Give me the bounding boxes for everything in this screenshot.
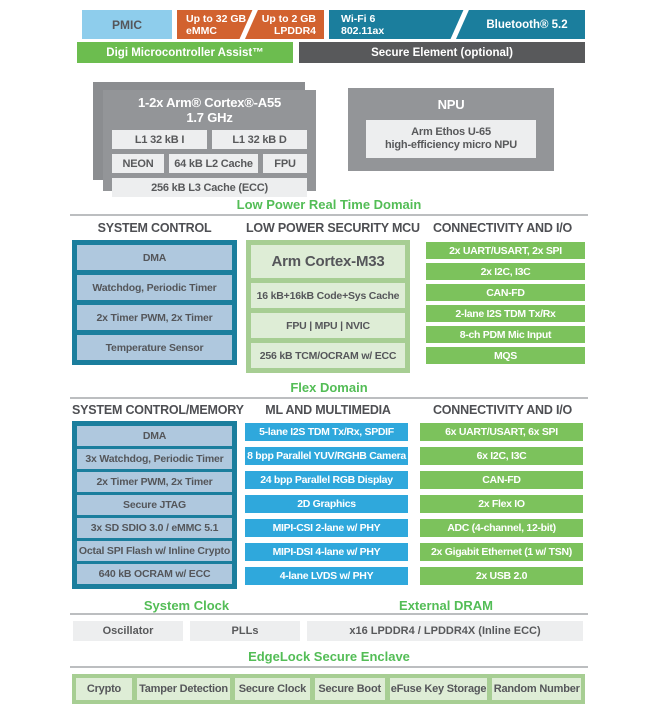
- ml-bar: MIPI-DSI 4-lane w/ PHY: [245, 543, 408, 561]
- cpu-chips: [103, 125, 316, 197]
- ml-bar: 24 bpp Parallel RGB Display: [245, 471, 408, 489]
- digi-assist-block: Digi Microcontroller Assist™: [77, 42, 293, 63]
- bluetooth-label: Bluetooth® 5.2: [486, 18, 568, 31]
- flex-sc-item: DMA: [77, 426, 232, 446]
- l1-icache-chip: L1 32 kB I: [112, 130, 207, 149]
- flex-conn-bar: 2x Flex IO: [420, 495, 583, 513]
- wifi-label: Wi-Fi 6 802.11ax: [341, 13, 385, 37]
- edgelock-item: Tamper Detection: [137, 678, 230, 700]
- wifi-bt-block: [329, 10, 585, 39]
- neon-chip: NEON: [112, 154, 164, 173]
- l2-cache-chip: 64 kB L2 Cache: [169, 154, 258, 173]
- divider-line: [70, 613, 588, 615]
- npu-card: [348, 88, 554, 171]
- lp-mcu-item: 256 kB TCM/OCRAM w/ ECC: [251, 343, 405, 368]
- lp-sc-item: 2x Timer PWM, 2x Timer: [77, 305, 232, 330]
- edgelock-item: eFuse Key Storage: [390, 678, 488, 700]
- flex-sc-item: Secure JTAG: [77, 495, 232, 515]
- flex-sc-item: 640 kB OCRAM w/ ECC: [77, 564, 232, 584]
- lp-sc-item: Watchdog, Periodic Timer: [77, 275, 232, 300]
- ml-bar: 4-lane LVDS w/ PHY: [245, 567, 408, 585]
- flex-system-control-box: [72, 421, 237, 589]
- flex-sc-item: 2x Timer PWM, 2x Timer: [77, 472, 232, 492]
- flex-domain-heading: Flex Domain: [290, 380, 368, 395]
- edgelock-item: Random Number: [492, 678, 581, 700]
- lp-conn-bar: 2-lane I2S TDM Tx/Rx: [426, 305, 585, 322]
- cpu-title: 1-2x Arm® Cortex®-A55 1.7 GHz: [137, 95, 282, 125]
- l1-dcache-chip: L1 32 kB D: [212, 130, 307, 149]
- lp-col1-header: SYSTEM CONTROL: [97, 221, 212, 235]
- flex-conn-bar: 6x UART/USART, 6x SPI: [420, 423, 583, 441]
- lp-conn-bar: 8-ch PDM Mic Input: [426, 326, 585, 343]
- ml-bar: MIPI-CSI 2-lane w/ PHY: [245, 519, 408, 537]
- secure-element-block: Secure Element (optional): [299, 42, 585, 63]
- lp-conn-bar: 2x UART/USART, 2x SPI: [426, 242, 585, 259]
- lp-col2-header: LOW POWER SECURITY MCU: [246, 221, 420, 235]
- ml-bar: 5-lane I2S TDM Tx/Rx, SPDIF: [245, 423, 408, 441]
- pmic-block: [82, 10, 172, 39]
- lp-system-control-box: [72, 240, 237, 365]
- flex-conn-bar: CAN-FD: [420, 471, 583, 489]
- edgelock-row: [72, 674, 585, 704]
- flex-col3-header: CONNECTIVITY AND I/O: [432, 403, 573, 417]
- flex-col2-header: ML AND MULTIMEDIA: [265, 403, 391, 417]
- oscillator-box: Oscillator: [73, 621, 183, 641]
- flex-col1-header: SYSTEM CONTROL/MEMORY: [72, 403, 244, 417]
- lp-mcu-item: 16 kB+16kB Code+Sys Cache: [251, 283, 405, 308]
- divider-line: [70, 214, 588, 216]
- ml-bar: 8 bpp Parallel YUV/RGHB Camera: [245, 447, 408, 465]
- cortex-m33-item: Arm Cortex-M33: [251, 245, 405, 278]
- l3-cache-chip: 256 kB L3 Cache (ECC): [112, 178, 307, 197]
- lp-connectivity-stack: [426, 242, 585, 364]
- edgelock-item: Crypto: [76, 678, 132, 700]
- external-dram-heading: External DRAM: [399, 598, 493, 613]
- lp-col3-header: CONNECTIVITY AND I/O: [432, 221, 573, 235]
- ml-multimedia-stack: [245, 423, 408, 585]
- low-power-domain-heading: Low Power Real Time Domain: [236, 197, 422, 212]
- system-clock-heading: System Clock: [143, 598, 230, 613]
- flex-sc-item: 3x Watchdog, Periodic Timer: [77, 449, 232, 469]
- ethos-npu-chip: Arm Ethos U-65 high-efficiency micro NPU: [366, 120, 536, 158]
- pmic-label: PMIC: [112, 17, 142, 32]
- flex-sc-item: 3x SD SDIO 3.0 / eMMC 5.1: [77, 518, 232, 538]
- flex-conn-bar: 2x USB 2.0: [420, 567, 583, 585]
- lp-conn-bar: CAN-FD: [426, 284, 585, 301]
- flex-conn-bar: ADC (4-channel, 12-bit): [420, 519, 583, 537]
- ml-bar: 2D Graphics: [245, 495, 408, 513]
- lp-conn-bar: 2x I2C, I3C: [426, 263, 585, 280]
- lp-conn-bar: MQS: [426, 347, 585, 364]
- flex-connectivity-stack: [420, 423, 583, 585]
- edgelock-heading: EdgeLock Secure Enclave: [248, 649, 410, 664]
- external-dram-box: x16 LPDDR4 / LPDDR4X (Inline ECC): [307, 621, 583, 641]
- plls-box: PLLs: [190, 621, 300, 641]
- lp-sc-item: DMA: [77, 245, 232, 270]
- lpddr4-label: Up to 2 GB LPDDR4: [261, 13, 316, 37]
- lp-sc-item: Temperature Sensor: [77, 335, 232, 360]
- diagonal-divider: [449, 10, 471, 39]
- edgelock-item: Secure Clock: [235, 678, 310, 700]
- fpu-chip: FPU: [263, 154, 307, 173]
- lp-mcu-item: FPU | MPU | NVIC: [251, 313, 405, 338]
- flex-sc-item: Octal SPI Flash w/ Inline Crypto: [77, 541, 232, 561]
- divider-line: [70, 666, 588, 668]
- edgelock-item: Secure Boot: [315, 678, 385, 700]
- npu-title: NPU: [437, 97, 465, 112]
- flex-conn-bar: 2x Gigabit Ethernet (1 w/ TSN): [420, 543, 583, 561]
- emmc-lpddr4-block: [177, 10, 324, 39]
- flex-conn-bar: 6x I2C, I3C: [420, 447, 583, 465]
- emmc-label: Up to 32 GB eMMC: [186, 13, 247, 37]
- lp-security-mcu-box: [246, 240, 410, 373]
- cpu-card: [103, 90, 316, 194]
- divider-line: [70, 397, 588, 399]
